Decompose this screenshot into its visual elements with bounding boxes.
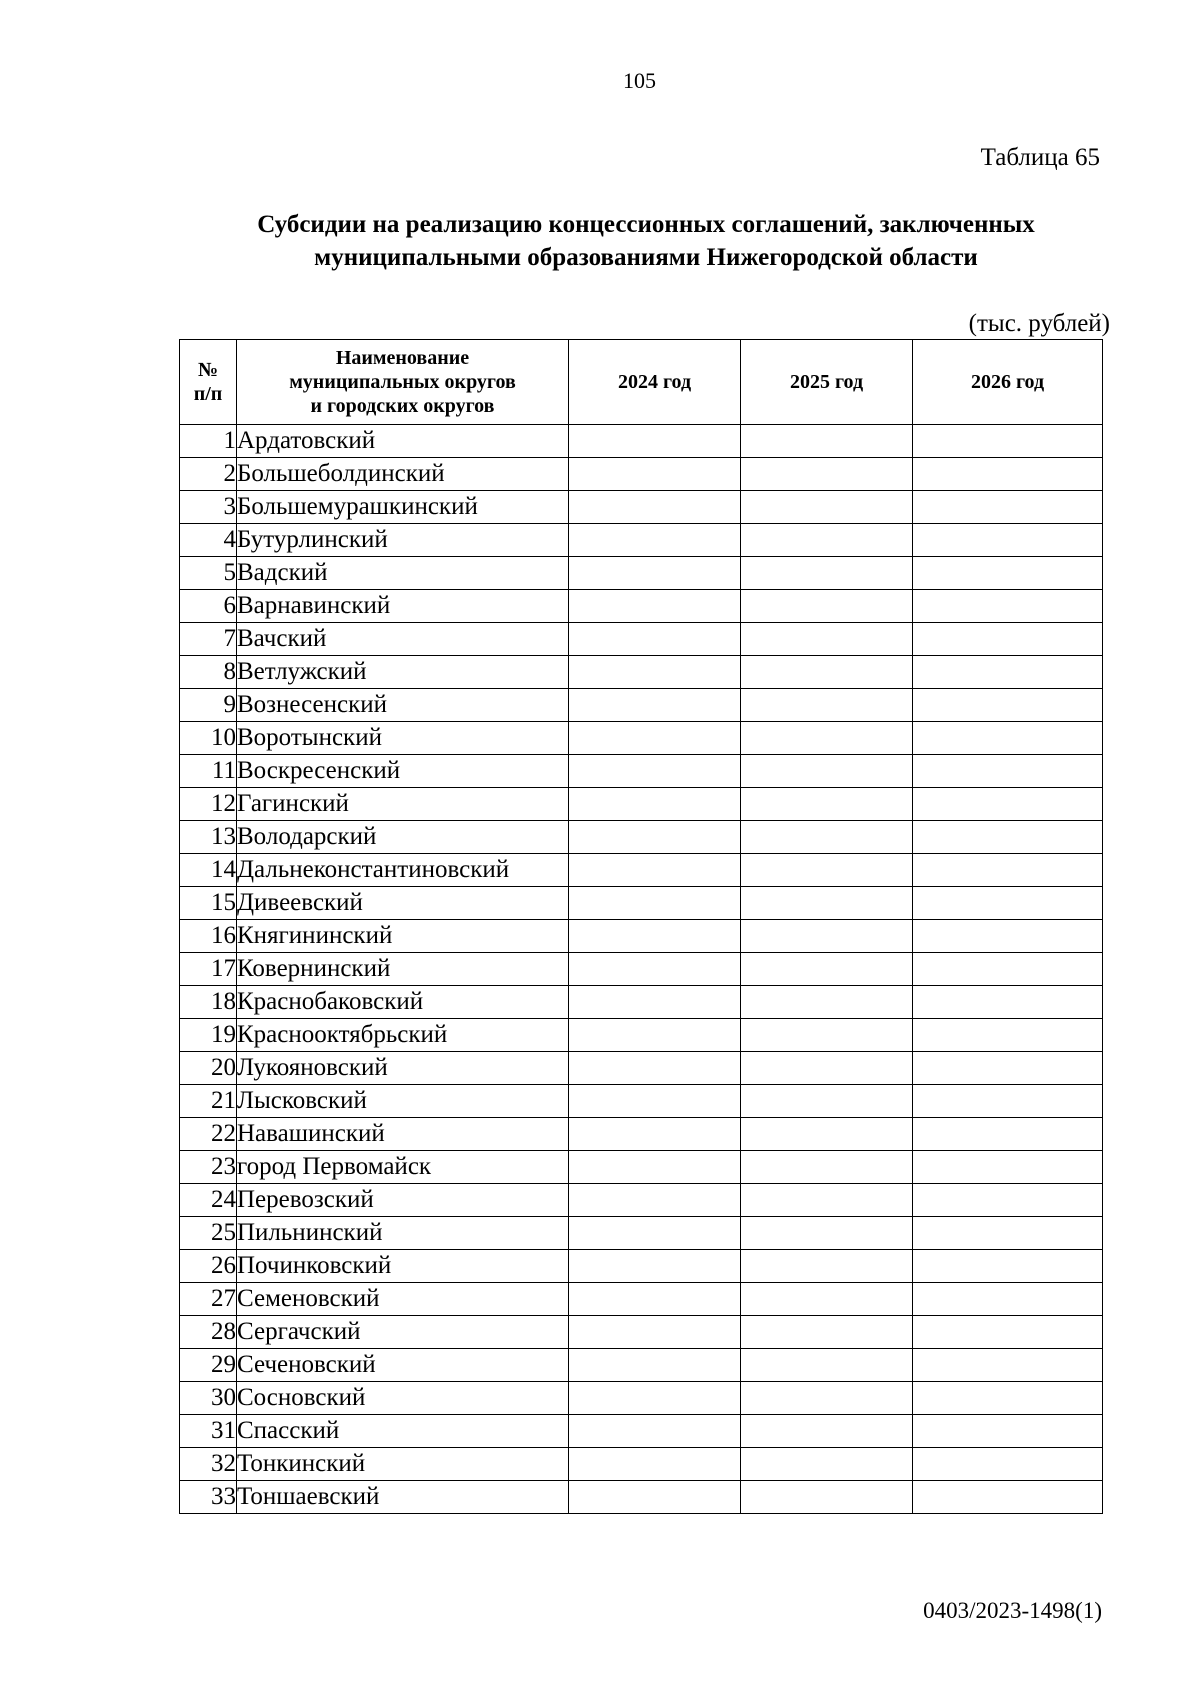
table-row <box>180 887 1103 920</box>
value-2025 <box>741 1382 913 1415</box>
header-row <box>180 340 1103 425</box>
value-2025 <box>741 953 913 986</box>
municipality-name: Воскресенский <box>237 755 569 788</box>
municipality-name: Вознесенский <box>237 689 569 722</box>
value-2026 <box>913 953 1103 986</box>
row-number: 29 <box>180 1349 237 1382</box>
value-2024 <box>569 1217 741 1250</box>
value-2024 <box>569 1151 741 1184</box>
value-2026 <box>913 1415 1103 1448</box>
municipality-name: Вачский <box>237 623 569 656</box>
table-row <box>180 623 1103 656</box>
value-2026 <box>913 1184 1103 1217</box>
table-row <box>180 1481 1103 1514</box>
table-row <box>180 524 1103 557</box>
subsidy-table <box>179 339 1103 1514</box>
value-2024 <box>569 656 741 689</box>
value-2026 <box>913 1349 1103 1382</box>
row-number: 11 <box>180 755 237 788</box>
value-2024 <box>569 821 741 854</box>
value-2025 <box>741 1349 913 1382</box>
table-row <box>180 854 1103 887</box>
document-title <box>180 208 1112 274</box>
value-2024 <box>569 491 741 524</box>
header-2025: 2025 год <box>741 340 913 425</box>
value-2024 <box>569 557 741 590</box>
municipality-name: Володарский <box>237 821 569 854</box>
value-2025 <box>741 557 913 590</box>
value-2025 <box>741 1217 913 1250</box>
value-2024 <box>569 458 741 491</box>
row-number: 16 <box>180 920 237 953</box>
header-name <box>237 340 569 425</box>
value-2024 <box>569 1085 741 1118</box>
row-number: 5 <box>180 557 237 590</box>
row-number: 33 <box>180 1481 237 1514</box>
page-number: 105 <box>623 68 656 93</box>
municipality-name: Краснобаковский <box>237 986 569 1019</box>
table-row <box>180 590 1103 623</box>
value-2025 <box>741 590 913 623</box>
row-number: 18 <box>180 986 237 1019</box>
municipality-name: Дивеевский <box>237 887 569 920</box>
row-number: 23 <box>180 1151 237 1184</box>
value-2026 <box>913 1481 1103 1514</box>
row-number: 25 <box>180 1217 237 1250</box>
value-2024 <box>569 1118 741 1151</box>
value-2026 <box>913 1217 1103 1250</box>
units-label: (тыс. рублей) <box>968 310 1110 337</box>
value-2025 <box>741 1019 913 1052</box>
municipality-name: Княгининский <box>237 920 569 953</box>
row-number: 31 <box>180 1415 237 1448</box>
municipality-name: Сеченовский <box>237 1349 569 1382</box>
value-2024 <box>569 755 741 788</box>
title-line-1: Субсидии на реализацию концессионных соглашений, заключенных <box>257 211 1035 238</box>
municipality-name: Воротынский <box>237 722 569 755</box>
value-2025 <box>741 1415 913 1448</box>
table-row <box>180 1184 1103 1217</box>
value-2025 <box>741 755 913 788</box>
table-row <box>180 689 1103 722</box>
table-row <box>180 1448 1103 1481</box>
value-2026 <box>913 986 1103 1019</box>
row-number: 3 <box>180 491 237 524</box>
value-2025 <box>741 524 913 557</box>
value-2024 <box>569 1448 741 1481</box>
row-number: 9 <box>180 689 237 722</box>
value-2025 <box>741 623 913 656</box>
value-2026 <box>913 821 1103 854</box>
value-2025 <box>741 1052 913 1085</box>
municipality-name: Тонкинский <box>237 1448 569 1481</box>
value-2026 <box>913 1316 1103 1349</box>
header-name-line-1: Наименование <box>335 347 470 369</box>
row-number: 19 <box>180 1019 237 1052</box>
table-row <box>180 1283 1103 1316</box>
value-2024 <box>569 1316 741 1349</box>
value-2025 <box>741 1283 913 1316</box>
header-name-line-3: и городских округов <box>310 395 495 417</box>
value-2025 <box>741 1184 913 1217</box>
value-2024 <box>569 1250 741 1283</box>
municipality-name: Краснооктябрьский <box>237 1019 569 1052</box>
value-2024 <box>569 854 741 887</box>
value-2026 <box>913 1019 1103 1052</box>
value-2024 <box>569 953 741 986</box>
table-row <box>180 1382 1103 1415</box>
value-2026 <box>913 557 1103 590</box>
value-2025 <box>741 1316 913 1349</box>
municipality-name: Пильнинский <box>237 1217 569 1250</box>
municipality-name: Варнавинский <box>237 590 569 623</box>
document-code: 0403/2023-1498(1) <box>923 1598 1102 1623</box>
table-row <box>180 1415 1103 1448</box>
value-2026 <box>913 887 1103 920</box>
header-num-line-2: п/п <box>193 383 223 405</box>
value-2026 <box>913 656 1103 689</box>
title-line-2: муниципальными образованиями Нижегородской области <box>314 244 978 271</box>
table-row <box>180 425 1103 458</box>
table-row <box>180 788 1103 821</box>
table-row <box>180 656 1103 689</box>
row-number: 7 <box>180 623 237 656</box>
row-number: 15 <box>180 887 237 920</box>
municipality-name: Лысковский <box>237 1085 569 1118</box>
table-row <box>180 755 1103 788</box>
row-number: 20 <box>180 1052 237 1085</box>
value-2025 <box>741 854 913 887</box>
municipality-name: Тоншаевский <box>237 1481 569 1514</box>
value-2024 <box>569 986 741 1019</box>
municipality-name: Сосновский <box>237 1382 569 1415</box>
row-number: 26 <box>180 1250 237 1283</box>
value-2024 <box>569 1382 741 1415</box>
value-2026 <box>913 920 1103 953</box>
municipality-name: Починковский <box>237 1250 569 1283</box>
row-number: 22 <box>180 1118 237 1151</box>
table-row <box>180 1316 1103 1349</box>
value-2026 <box>913 722 1103 755</box>
value-2026 <box>913 689 1103 722</box>
municipality-name: Гагинский <box>237 788 569 821</box>
header-num <box>180 340 237 425</box>
municipality-name: Семеновский <box>237 1283 569 1316</box>
table-body <box>180 425 1103 1514</box>
value-2024 <box>569 920 741 953</box>
value-2025 <box>741 491 913 524</box>
municipality-name: Ветлужский <box>237 656 569 689</box>
municipality-name: город Первомайск <box>237 1151 569 1184</box>
header-name-line-2: муниципальных округов <box>289 371 516 393</box>
municipality-name: Бутурлинский <box>237 524 569 557</box>
value-2026 <box>913 1151 1103 1184</box>
value-2025 <box>741 656 913 689</box>
value-2025 <box>741 1118 913 1151</box>
municipality-name: Сергачский <box>237 1316 569 1349</box>
row-number: 13 <box>180 821 237 854</box>
row-number: 8 <box>180 656 237 689</box>
value-2024 <box>569 1019 741 1052</box>
value-2026 <box>913 425 1103 458</box>
value-2024 <box>569 1052 741 1085</box>
value-2026 <box>913 1085 1103 1118</box>
table-row <box>180 1250 1103 1283</box>
value-2026 <box>913 1448 1103 1481</box>
table-row <box>180 920 1103 953</box>
value-2026 <box>913 623 1103 656</box>
row-number: 27 <box>180 1283 237 1316</box>
value-2025 <box>741 1085 913 1118</box>
header-num-line-1: № <box>197 359 219 381</box>
municipality-name: Лукояновский <box>237 1052 569 1085</box>
value-2024 <box>569 1283 741 1316</box>
row-number: 6 <box>180 590 237 623</box>
table-row <box>180 1118 1103 1151</box>
table-row <box>180 986 1103 1019</box>
row-number: 24 <box>180 1184 237 1217</box>
table-row <box>180 491 1103 524</box>
municipality-name: Спасский <box>237 1415 569 1448</box>
header-2024: 2024 год <box>569 340 741 425</box>
value-2024 <box>569 1349 741 1382</box>
table-row <box>180 1052 1103 1085</box>
value-2025 <box>741 722 913 755</box>
table-row <box>180 458 1103 491</box>
value-2024 <box>569 524 741 557</box>
municipality-name: Большемурашкинский <box>237 491 569 524</box>
value-2025 <box>741 788 913 821</box>
municipality-name: Перевозский <box>237 1184 569 1217</box>
value-2025 <box>741 920 913 953</box>
table-row <box>180 722 1103 755</box>
table-row <box>180 1151 1103 1184</box>
table-row <box>180 1217 1103 1250</box>
municipality-name: Навашинский <box>237 1118 569 1151</box>
value-2026 <box>913 491 1103 524</box>
table-caption: Таблица 65 <box>980 144 1100 171</box>
value-2024 <box>569 1415 741 1448</box>
row-number: 17 <box>180 953 237 986</box>
row-number: 12 <box>180 788 237 821</box>
value-2025 <box>741 425 913 458</box>
value-2025 <box>741 986 913 1019</box>
row-number: 30 <box>180 1382 237 1415</box>
row-number: 2 <box>180 458 237 491</box>
value-2026 <box>913 788 1103 821</box>
municipality-name: Ардатовский <box>237 425 569 458</box>
header-2026: 2026 год <box>913 340 1103 425</box>
value-2025 <box>741 1448 913 1481</box>
row-number: 1 <box>180 425 237 458</box>
value-2026 <box>913 590 1103 623</box>
value-2026 <box>913 1382 1103 1415</box>
value-2024 <box>569 590 741 623</box>
value-2026 <box>913 524 1103 557</box>
value-2024 <box>569 425 741 458</box>
value-2026 <box>913 458 1103 491</box>
value-2025 <box>741 821 913 854</box>
row-number: 28 <box>180 1316 237 1349</box>
value-2026 <box>913 854 1103 887</box>
row-number: 4 <box>180 524 237 557</box>
row-number: 10 <box>180 722 237 755</box>
value-2025 <box>741 887 913 920</box>
value-2025 <box>741 1481 913 1514</box>
table-row <box>180 1019 1103 1052</box>
value-2025 <box>741 458 913 491</box>
row-number: 21 <box>180 1085 237 1118</box>
table-row <box>180 953 1103 986</box>
table-row <box>180 557 1103 590</box>
table-row <box>180 1349 1103 1382</box>
table-row <box>180 1085 1103 1118</box>
value-2024 <box>569 1184 741 1217</box>
value-2024 <box>569 887 741 920</box>
value-2026 <box>913 1283 1103 1316</box>
municipality-name: Вадский <box>237 557 569 590</box>
value-2025 <box>741 1151 913 1184</box>
value-2024 <box>569 623 741 656</box>
value-2024 <box>569 788 741 821</box>
value-2026 <box>913 1052 1103 1085</box>
value-2024 <box>569 1481 741 1514</box>
value-2026 <box>913 1118 1103 1151</box>
municipality-name: Ковернинский <box>237 953 569 986</box>
value-2026 <box>913 1250 1103 1283</box>
row-number: 14 <box>180 854 237 887</box>
municipality-name: Большеболдинский <box>237 458 569 491</box>
row-number: 32 <box>180 1448 237 1481</box>
value-2026 <box>913 755 1103 788</box>
table-row <box>180 821 1103 854</box>
value-2024 <box>569 689 741 722</box>
value-2025 <box>741 689 913 722</box>
municipality-name: Дальнеконстантиновский <box>237 854 569 887</box>
value-2024 <box>569 722 741 755</box>
value-2025 <box>741 1250 913 1283</box>
